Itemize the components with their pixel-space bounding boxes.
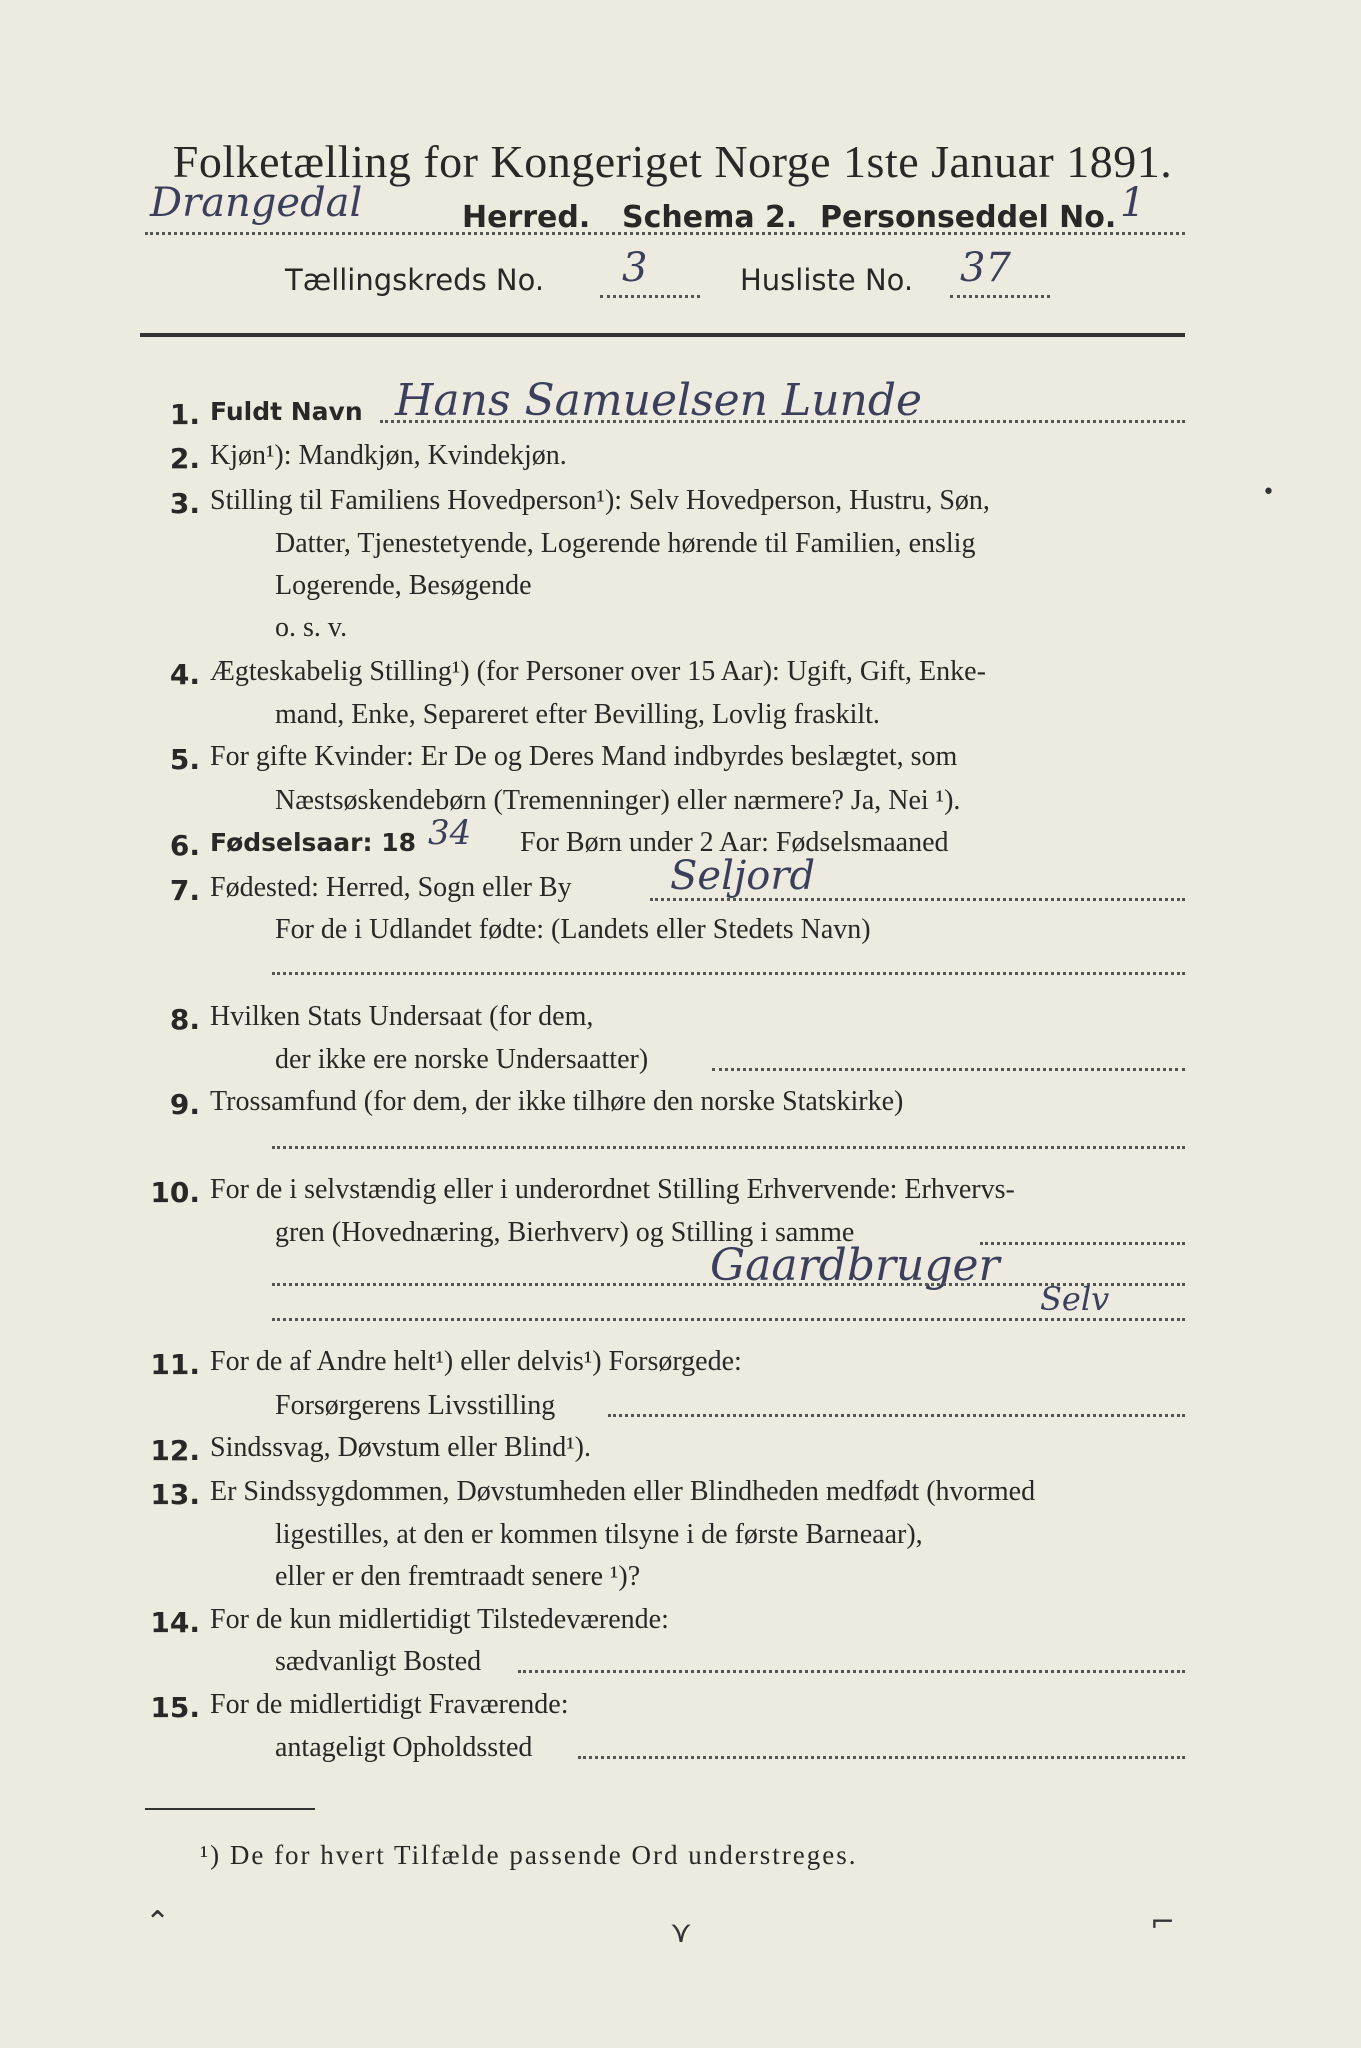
kreds-dots	[600, 295, 700, 298]
item-number: 12.	[150, 1434, 200, 1467]
item-line: der ikke ere norske Undersaatter)	[275, 1044, 649, 1075]
item-number: 7.	[169, 874, 200, 907]
answer-birth-year: 34	[428, 813, 472, 853]
item-line: sædvanligt Bosted	[275, 1646, 482, 1677]
item-line: For gifte Kvinder: Er De og Deres Mand indbyrdes beslægtet, som	[210, 741, 958, 772]
item-number: 9.	[169, 1088, 200, 1121]
personseddel-number: 1	[1120, 180, 1146, 226]
item-number: 5.	[169, 743, 200, 776]
personseddel-label: Personseddel No.	[820, 200, 1117, 235]
subject-dots	[712, 1068, 1185, 1071]
item-label: Fuldt Navn	[210, 397, 363, 426]
item-line: Datter, Tjenestetyende, Logerende hørende til Familien, enslig	[275, 528, 976, 559]
item-line: mand, Enke, Separeret efter Bevilling, Lovlig fraskilt.	[275, 699, 880, 730]
item-number: 1.	[169, 398, 200, 431]
item-number: 8.	[169, 1003, 200, 1036]
answer-occupation: Gaardbruger	[710, 1240, 1000, 1291]
residence-dots	[518, 1670, 1185, 1673]
herred-handwritten: Drangedal	[150, 180, 363, 226]
item-number: 11.	[150, 1348, 200, 1381]
item-line: Logerende, Besøgende	[275, 570, 532, 601]
religion-dots	[272, 1146, 1185, 1149]
item-line: Er Sindssygdommen, Døvstumheden eller Blindheden medfødt (hvormed	[210, 1476, 1036, 1507]
item-number: 10.	[150, 1176, 200, 1209]
item-line: eller er den fremtraadt senere ¹)?	[275, 1561, 641, 1592]
item-line: Næstsøskendebørn (Tremenninger) eller nærmere? Ja, Nei ¹).	[275, 785, 961, 816]
birthplace-dots	[650, 898, 1185, 901]
birth-year-label: Fødselsaar: 18	[210, 828, 416, 857]
item-line: Forsørgerens Livsstilling	[275, 1390, 556, 1421]
item-number: 13.	[150, 1478, 200, 1511]
abroad-dots	[272, 972, 1185, 975]
footnote: ¹) De for hvert Tilfælde passende Ord understreges.	[200, 1840, 858, 1870]
occupation-dots-1	[980, 1242, 1185, 1245]
item-line: antageligt Opholdssted	[275, 1732, 533, 1763]
header-rule	[140, 333, 1185, 337]
item-line: For Børn under 2 Aar: Fødselsmaaned	[520, 827, 949, 858]
name-dots	[380, 420, 1185, 423]
item-number: 2.	[169, 442, 200, 475]
kreds-number: 3	[622, 245, 648, 291]
provider-dots	[608, 1414, 1185, 1417]
item-line: Hvilken Stats Undersaat (for dem,	[210, 1001, 594, 1032]
pencil-mark-icon: ⌐	[1150, 1905, 1176, 1940]
answer-occupation-status: Selv	[1040, 1280, 1110, 1318]
schema-label: Schema 2.	[622, 200, 798, 235]
item-line: Ægteskabelig Stilling¹) (for Personer over 15 Aar): Ugift, Gift, Enke-	[210, 656, 986, 687]
occupation-dots-3	[272, 1318, 1185, 1321]
item-line: For de midlertidigt Fraværende:	[210, 1689, 569, 1720]
husliste-number: 37	[960, 245, 1011, 291]
item-line: Trossamfund (for dem, der ikke tilhøre den norske Statskirke)	[210, 1086, 904, 1117]
item-line: ligestilles, at den er kommen tilsyne i de første Barneaar),	[275, 1519, 923, 1550]
item-line: o. s. v.	[275, 612, 348, 643]
item-line: For de i Udlandet fødte: (Landets eller Stedets Navn)	[275, 914, 871, 945]
item-number: 3.	[169, 487, 200, 520]
herred-label: Herred.	[462, 200, 591, 235]
item-line	[210, 827, 416, 859]
item-line: Fødested: Herred, Sogn eller By	[210, 872, 572, 903]
item-number: 14.	[150, 1606, 200, 1639]
pencil-mark-icon: •	[1262, 480, 1275, 505]
item-line: For de i selvstændig eller i underordnet Stilling Erhvervende: Erhvervs-	[210, 1174, 1015, 1205]
stay-dots	[578, 1756, 1185, 1759]
item-line: For de af Andre helt¹) eller delvis¹) Forsørgede:	[210, 1346, 742, 1377]
footnote-rule	[145, 1808, 315, 1810]
husliste-label: Husliste No.	[740, 263, 914, 297]
pencil-mark-icon: ⌃	[145, 1905, 171, 1940]
answer-birthplace: Seljord	[670, 853, 816, 899]
item-line: gren (Hovednæring, Bierhverv) og Stilling i samme	[275, 1217, 855, 1248]
husliste-dots	[950, 295, 1050, 298]
answer-full-name: Hans Samuelsen Lunde	[395, 375, 923, 426]
item-number: 15.	[150, 1691, 200, 1724]
item-line: Kjøn¹): Mandkjøn, Kvindekjøn.	[210, 440, 567, 471]
pencil-mark-icon: ⋎	[670, 1915, 692, 1950]
item-number: 4.	[169, 658, 200, 691]
kreds-label: Tællingskreds No.	[285, 263, 545, 297]
item-line: Sindssvag, Døvstum eller Blind¹).	[210, 1432, 591, 1463]
item-line: For de kun midlertidigt Tilstedeværende:	[210, 1604, 669, 1635]
item-number: 6.	[169, 829, 200, 862]
item-line: Stilling til Familiens Hovedperson¹): Selv Hovedperson, Hustru, Søn,	[210, 485, 990, 516]
item-line	[210, 396, 363, 428]
form-title: Folketælling for Kongeriget Norge 1ste Januar 1891.	[172, 136, 1173, 187]
